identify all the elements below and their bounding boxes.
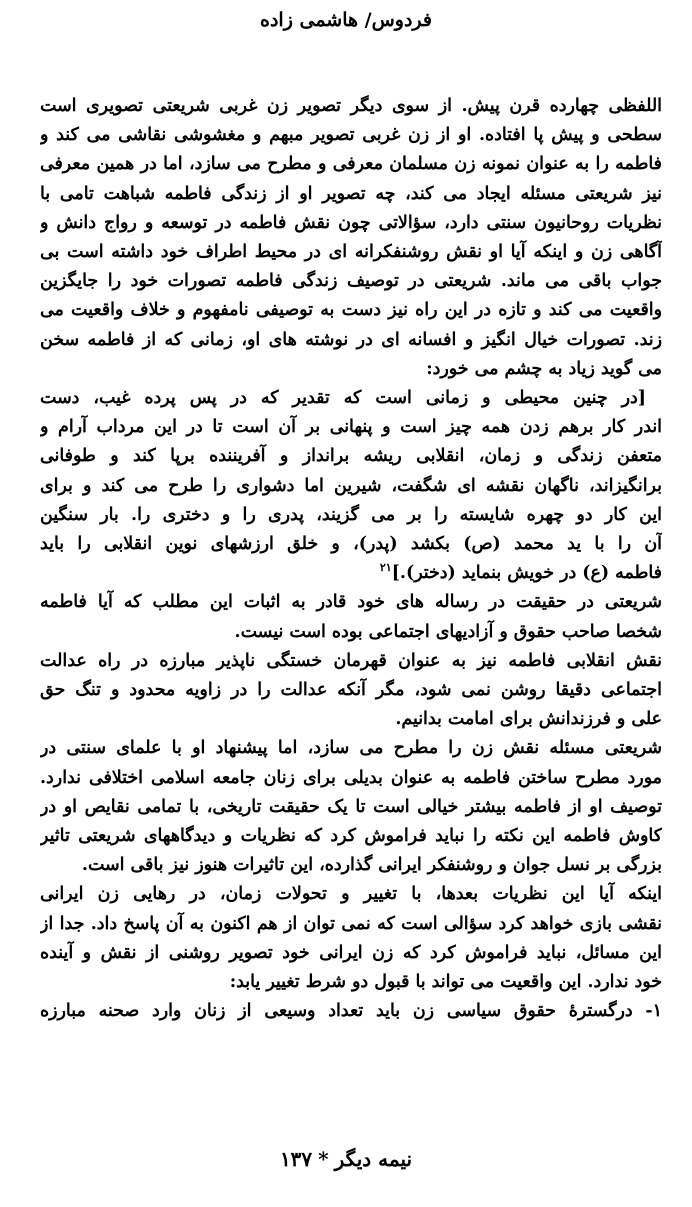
- text-line: خود ندارد. این واقعیت می تواند با قبول دو شرط تغییر یابد:: [229, 972, 662, 993]
- text-line: نیز شریعتی مسئله ایجاد می کند، چه تصویر او از زندگی فاطمه شباهت تامی با: [40, 183, 662, 204]
- text-line: واقعیت می کند و تازه در این راه نیز دست به توصیفی نامفهوم و خلاف واقعیت می: [40, 300, 662, 321]
- footer-separator: *: [318, 1147, 329, 1171]
- quote-line: متعفن زندگی و زمان، انقلابی ریشه برانداز و آفریننده برپا کند و طوفانی: [40, 446, 662, 467]
- text-line: جواب باقی می ماند. شریعتی در توصیف زندگی فاطمه تصورات خود را جایگزین: [40, 271, 662, 292]
- quote-line: اندر کار برهم زدن همه چیز است و پنهانی بر آن است تا در این مرداب آرام و: [40, 417, 662, 438]
- running-header: فردوس/ هاشمی زاده: [260, 9, 432, 31]
- text-line: زند. تصورات خیال انگیز و افسانه ای در نوشته های او، زمانی که از فاطمه سخن: [40, 329, 662, 350]
- text-line: این مسائل، نباید فراموش کرد که زن ایرانی خود تصویر روشنی از نقش و آینده: [40, 942, 662, 963]
- page-number: ۱۳۷: [279, 1147, 313, 1171]
- text-line: اینکه آیا این نظریات بعدها، با تغییر و تحولات زمان، در رهایی زن ایرانی: [40, 884, 662, 905]
- text-line: بزرگی بر نسل جوان و روشنفکر ایرانی گذارده، این تاثیرات هنوز نیز باقی است.: [81, 855, 662, 876]
- text-line: ۱- درگسترهٔ حقوق سیاسی زن باید تعداد وسیعی از زنان وارد صحنه مبارزه: [40, 1001, 662, 1022]
- text-line: علی و فرزندانش برای امامت بدانیم.: [395, 709, 662, 730]
- quote-line: این کار دو چهره شایسته را بر می گزیند، پدری را و دختری را. بار سنگین: [40, 504, 662, 525]
- text-line: نقش انقلابی فاطمه نیز به عنوان قهرمان خستگی ناپذیر مبارزه در راه عدالت: [40, 650, 662, 671]
- text-line: نقشی بازی خواهد کرد سؤالی است که نمی توان از هم اکنون به آن پاسخ داد. جدا از: [40, 913, 662, 934]
- quote-line: [در چنین محیطی و زمانی است که تقدیر که در پس پرده غیب، دست: [40, 388, 646, 409]
- footnote-marker: ۲۱: [379, 561, 392, 575]
- text-line: توصیف او از فاطمه بیشتر خیالی است تا یک حقیقت تاریخی، با تمامی نقایص او در: [40, 796, 662, 817]
- text-line: نظریات روحانیون سنتی دارد، سؤالاتی چون نقش فاطمه در توسعه و رواج دانش و: [40, 212, 662, 233]
- text-line: کاوش فاطمه این نکته را نباید فراموش کرد که نظریات و دیدگاههای شریعتی تاثیر: [40, 826, 662, 847]
- text-line: می گوید زیاد به چشم می خورد:: [426, 358, 662, 379]
- body-text: [40, 92, 662, 1027]
- quote-end-text: فاطمه (ع) در خویش بنماید (دختر).]: [391, 563, 662, 584]
- text-line: فاطمه را به عنوان نمونه زن مسلمان معرفی و مطرح می سازد، اما در همین معرفی: [40, 154, 662, 175]
- text-line: شخصا صاحب حقوق و آزادیهای اجتماعی بوده است نیست.: [234, 621, 662, 642]
- text-line: اجتماعی دقیقا روشن نمی شود، مگر آنکه عدالت را در زاویه محدود و تنگ حق: [40, 680, 662, 701]
- text-line: مورد مطرح ساختن فاطمه به عنوان بدیلی برای زنان جامعه اسلامی اختلافی ندارد.: [40, 767, 662, 788]
- quote-line: برانگیزاند، ناگهان نقشه ای شگفت، شیرین اما دشواری را طرح می کند و برای: [40, 475, 662, 496]
- text-line: آگاهی زن و اینکه آیا او نقش روشنفکرانه ای در محیط اطراف خود داشته است بی: [40, 242, 662, 263]
- text-line: سطحی و پیش پا افتاده. او از زن غربی تصویر مبهم و مغشوشی نقاشی می کند و: [40, 125, 662, 146]
- text-line: شریعتی در حقیقت در رساله های خود قادر به اثبات این مطلب که آیا فاطمه: [40, 592, 662, 613]
- quote-line: آن را با ید محمد (ص) بکشد (پدر)، و خلق ارزشهای نوین انقلابی را باید: [40, 534, 662, 555]
- page-footer: [0, 1146, 692, 1172]
- journal-title: نیمه دیگر: [334, 1147, 413, 1171]
- text-line: شریعتی مسئله نقش زن را مطرح می سازد، اما پیشنهاد او با علمای سنتی در: [40, 738, 662, 759]
- text-line: اللفظی چهارده قرن پیش. از سوی دیگر تصویر زن غربی شریعتی تصویری است: [40, 96, 662, 116]
- quote-line-last: [40, 559, 662, 588]
